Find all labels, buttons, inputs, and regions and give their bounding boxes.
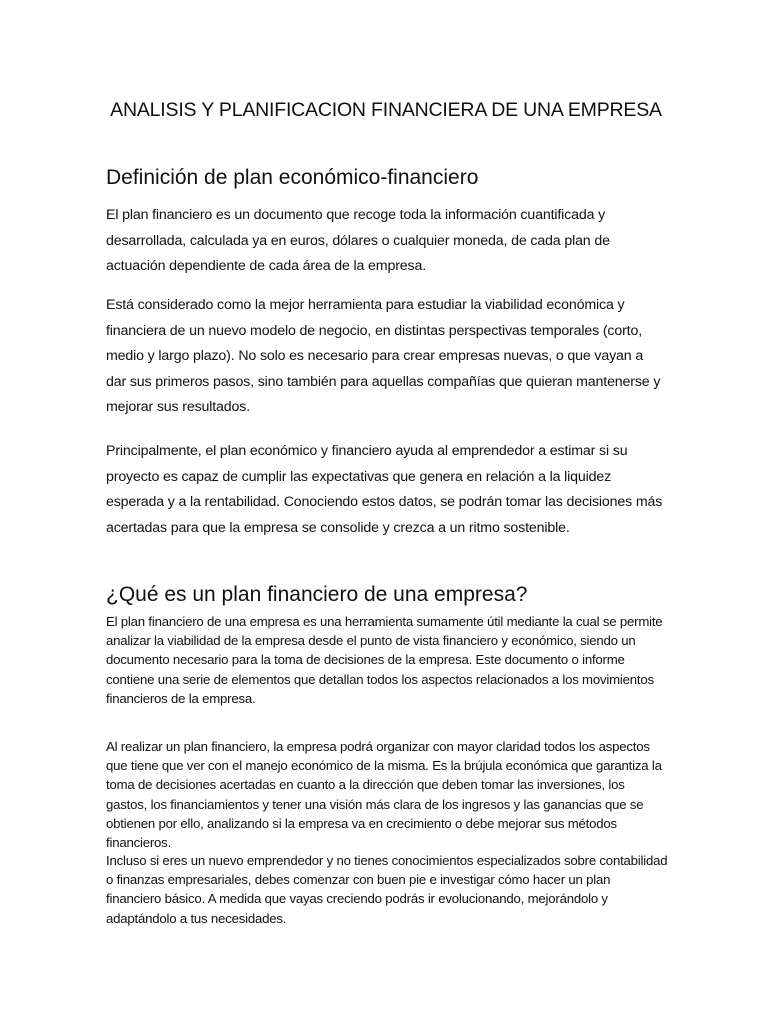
paragraph-definition-2: Está considerado como la mejor herramienta para estudiar la viabilidad económica y financiera de un nuevo modelo de negocio, en distintas perspectivas temporales (corto, medio y largo plazo). No solo es necesario para crear empresas nuevas, o que vayan a dar sus primeros pasos, sino también para aquellas compañías que quieran mantenerse y mejorar sus resultados. xyxy=(106,297,661,416)
paragraph-what-is-3: Incluso si eres un nuevo emprendedor y no tienes conocimientos especializados sobre contabilidad o finanzas empresariales, debes comenzar con buen pie e investigar cómo hacer un plan financiero básico. A medida que vayas creciendo podrás ir evolucionando, mejorándolo y adaptándolo a tus necesidades. xyxy=(106,853,668,926)
section-heading-definition: Definición de plan económico-financiero xyxy=(106,166,479,189)
document-title: ANALISIS Y PLANIFICACION FINANCIERA DE UNA EMPRESA xyxy=(110,99,662,121)
paragraph-definition-1: El plan financiero es un documento que recoge toda la información cuantificada y desarrollada, calculada ya en euros, dólares o cualquier moneda, de cada plan de actuación dependiente de cada área de la empresa. xyxy=(106,207,610,275)
paragraph-definition-3: Principalmente, el plan económico y financiero ayuda al emprendedor a estimar si su proyecto es capaz de cumplir las expectativas que genera en relación a la liquidez esperada y a la rentabilidad. Conociendo estos datos, se podrán tomar las decisiones más acertadas para que la empresa se consolide y crezca a un ritmo sostenible. xyxy=(106,443,663,536)
section-heading-what-is: ¿Qué es un plan financiero de una empresa? xyxy=(106,583,528,606)
paragraph-what-is-1: El plan financiero de una empresa es una herramienta sumamente útil mediante la cual se permite analizar la viabilidad de la empresa desde el punto de vista financiero y económico, siendo un documento necesario para la toma de decisiones de la empresa. Este documento o informe contiene una serie de elementos que detallan todos los aspectos relacionados a los movimientos financieros de la empresa. xyxy=(106,614,663,706)
paragraph-what-is-2: Al realizar un plan financiero, la empresa podrá organizar con mayor claridad todos los aspectos que tiene que ver con el manejo económico de la misma. Es la brújula económica que garantiza la toma de decisiones acertadas en cuanto a la dirección que deben tomar las inversiones, los gastos, los financiamientos y tener una visión más clara de los ingresos y las ganancias que se obtienen por ello, analizando si la empresa va en crecimiento o debe mejorar sus métodos financieros. xyxy=(106,739,662,851)
